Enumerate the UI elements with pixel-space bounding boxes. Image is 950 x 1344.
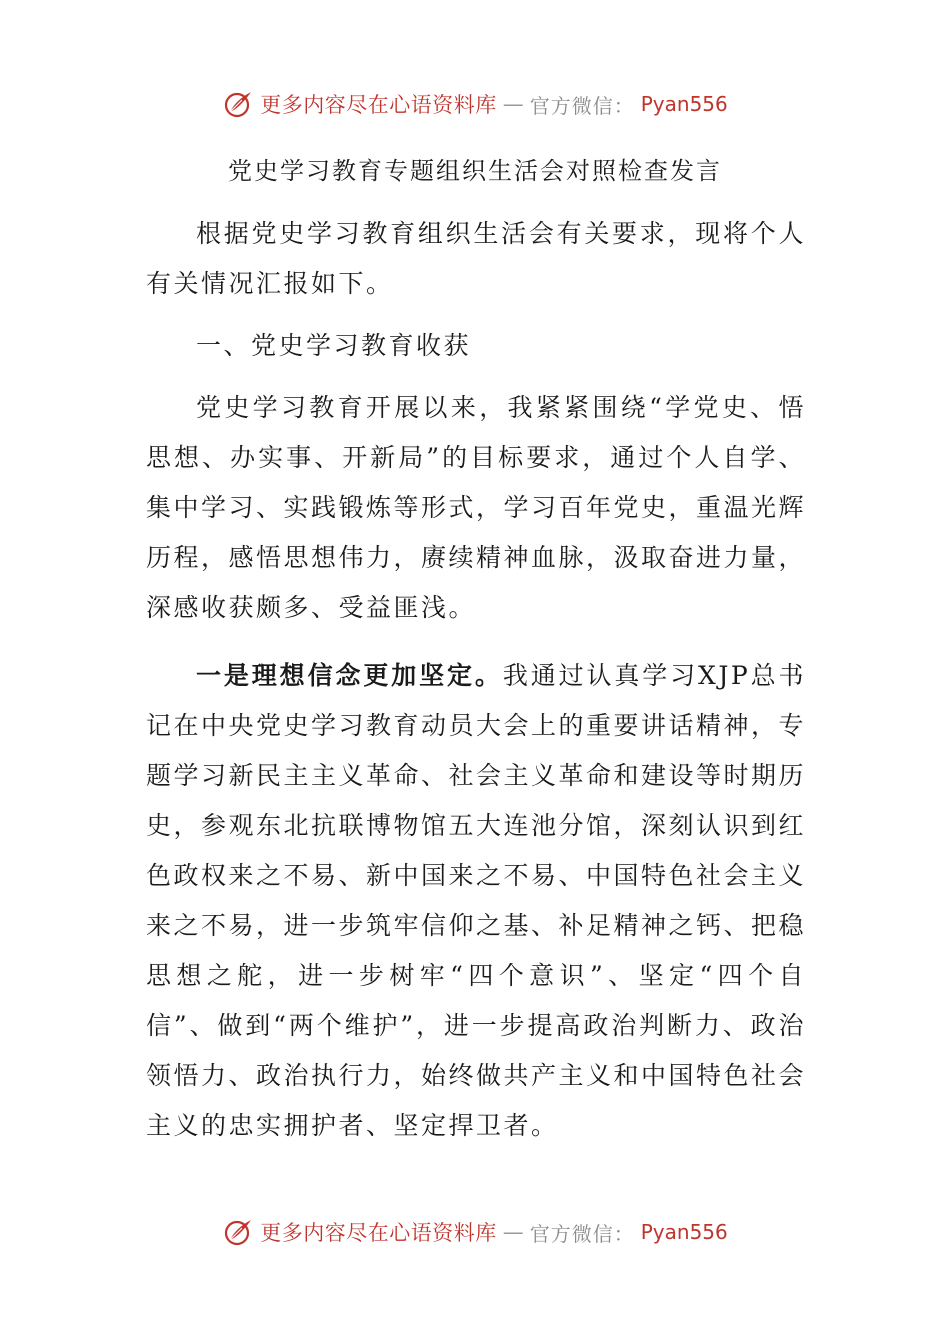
header-banner [0, 84, 950, 124]
banner-wechat-id: Pyan556 [640, 1220, 728, 1244]
banner-wechat-id: Pyan556 [640, 92, 728, 116]
footer-banner [0, 1212, 950, 1252]
banner-brand-text: 更多内容尽在心语资料库 [260, 1221, 497, 1245]
faith-paragraph-lead: 一是理想信念更加坚定。 [196, 661, 503, 690]
document-title: 党史学习教育专题组织生活会对照检查发言 [228, 157, 722, 185]
banner-wechat-label: 官方微信： [529, 93, 635, 118]
faith-paragraph [146, 651, 806, 1151]
banner-wechat-label: 官方微信： [529, 1221, 635, 1246]
faith-paragraph-body: 我通过认真学习XJP总书记在中央党史学习教育动员大会上的重要讲话精神，专题学习新民主主义革命、社会主义革命和建设等时期历史，参观东北抗联博物馆五大连池分馆，深刻认识到红色政权来之不易、新中国来之不易、中国特色社会主义来之不易，进一步筑牢信仰之基、补足精神之钙、把稳思想之舵，进一步树牢“四个意识”、坚定“四个自信”、做到“两个维护”，进一步提高政治判断力、政治领悟力、政治执行力，始终做共产主义和中国特色社会主义的忠实拥护者、坚定捍卫者。 [146, 661, 807, 1140]
quill-logo-icon [222, 1216, 254, 1248]
banner-separator: — [502, 1220, 524, 1244]
harvest-paragraph: 党史学习教育开展以来，我紧紧围绕“学党史、悟思想、办实事、开新局”的目标要求，通过个人自学、集中学习、实践锻炼等形式，学习百年党史，重温光辉历程，感悟思想伟力，赓续精神血脉，汲取奋进力量，深感收获颇多、受益匪浅。 [146, 393, 807, 622]
document-body [146, 209, 806, 1151]
intro-paragraph: 根据党史学习教育组织生活会有关要求，现将个人有关情况汇报如下。 [146, 219, 806, 298]
banner-brand-text: 更多内容尽在心语资料库 [260, 93, 497, 117]
banner-separator: — [502, 92, 524, 116]
quill-logo-icon [222, 88, 254, 120]
section-heading: 一、党史学习教育收获 [196, 331, 472, 360]
